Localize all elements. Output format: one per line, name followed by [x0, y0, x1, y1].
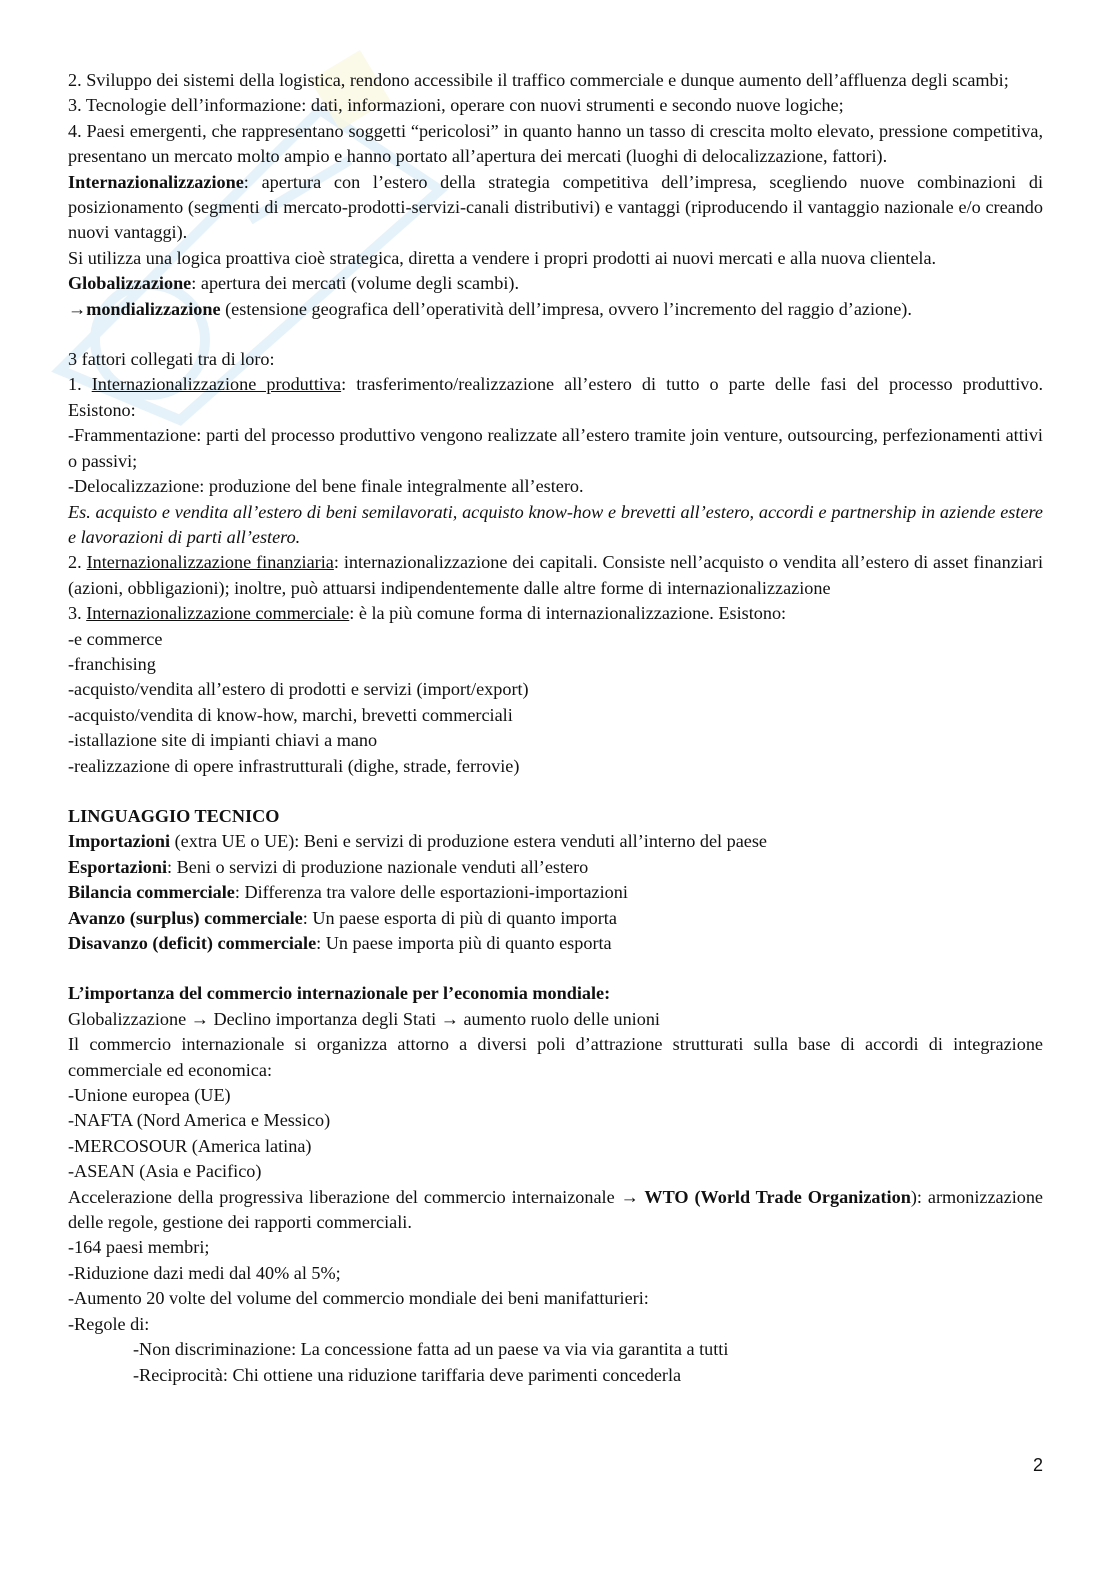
- definition-bilancia: [68, 880, 1043, 905]
- factor-1-number: 1.: [68, 374, 92, 395]
- term-globalizzazione: Globalizzazione: [68, 273, 192, 294]
- text-disavanzo: : Un paese importa più di quanto esporta: [316, 933, 612, 953]
- term-intern-finanziaria: Internazionalizzazione finanziaria: [86, 552, 334, 573]
- definition-intern-produttiva: : trasferimento/realizzazione all’estero di tutto o parte delle fasi del processo produttivo. Esistono:: [68, 374, 1043, 420]
- page-number: 2: [1032, 1455, 1043, 1475]
- text-esportazioni: : Beni o servizi di produzione nazionale venduti all’estero: [167, 856, 589, 877]
- commercio-heading-text: L’importanza del commercio internazionale per l’economia mondiale:: [68, 983, 611, 1004]
- paragraph-logistica: 2. Sviluppo dei sistemi della logistica, rendono accessibile il traffico commerciale e dunque aumento dell’affluenza degli scambi;: [68, 70, 1009, 90]
- term-mondializzazione: mondializzazione: [86, 298, 221, 319]
- arrow-right-icon: →: [190, 1008, 209, 1029]
- arrow-right-icon: →: [68, 298, 87, 319]
- definition-globalizzazione: : apertura dei mercati (volume degli scambi).: [191, 273, 520, 294]
- definition-internazionalizzazione: : apertura con l’estero della strategia competitiva dell’impresa, scegliendo nuove combinazioni di posizionamento (segmenti di mercato-prodotti-servizi-canali distributivi) e vantaggi (riproducendo il vantaggio nazionale e/o creando nuovi vantaggi).: [68, 171, 1043, 243]
- arrow-right-icon: →: [440, 1008, 459, 1029]
- factors-heading: 3 fattori collegati tra di loro:: [68, 349, 275, 370]
- factor-3-number: 3.: [68, 603, 87, 624]
- definition-intern-finanziaria: : internazionalizzazione dei capitali. Consiste nell’acquisto o vendita all’estero di asset finanziari (azioni, obbligazioni); inoltre, può attuarsi indipendentemente dalle altre forme di internazionalizzazione: [68, 552, 1044, 598]
- list-item: -MERCOSOUR (America latina): [68, 1135, 312, 1156]
- term-esportazioni: Esportazioni: [68, 856, 168, 877]
- rule-item: -Reciprocità: Chi ottiene una riduzione tariffaria deve parimenti concederla: [133, 1364, 682, 1385]
- term-bilancia: Bilancia commerciale: [68, 882, 235, 903]
- term-intern-commerciale: Internazionalizzazione commerciale: [86, 603, 350, 624]
- paragraph-poli: Il commercio internazionale si organizza attorno a diversi poli d’attrazione strutturati sulla base di accordi di integrazione commerciale ed economica:: [68, 1034, 1043, 1080]
- term-importazioni: Importazioni: [68, 831, 171, 852]
- term-avanzo: Avanzo (surplus) commerciale: [68, 907, 303, 928]
- paragraph-logica-proattiva: Si utilizza una logica proattiva cioè strategica, diretta a vendere i propri prodotti ai nuovi mercati e alla nuova clientela.: [68, 247, 937, 268]
- glob-text-a: Globalizzazione: [68, 1008, 191, 1029]
- list-item: -Unione europea (UE): [68, 1085, 231, 1106]
- paragraph-frammentazione: -Frammentazione: parti del processo produttivo vengono realizzate all’estero tramite join venture, outsourcing, perfezionamenti attivi o passivi;: [68, 425, 1043, 471]
- list-item: -acquisto/vendita all’estero di prodotti e servizi (import/export): [68, 679, 529, 700]
- list-item: -acquisto/vendita di know-how, marchi, brevetti commerciali: [68, 704, 513, 725]
- text-avanzo: : Un paese esporta di più di quanto importa: [302, 907, 617, 928]
- arrow-right-icon: →: [620, 1186, 639, 1207]
- rule-item: -Non discriminazione: La concessione fatta ad un paese va via via garantita a tutti: [133, 1339, 729, 1360]
- list-item: -Aumento 20 volte del volume del commercio mondiale dei beni manifatturieri:: [68, 1288, 649, 1309]
- linguaggio-heading-text: LINGUAGGIO TECNICO: [68, 805, 280, 826]
- text-importazioni: (extra UE o UE): Beni e servizi di produzione estera venduti all’interno del paese: [170, 831, 767, 852]
- list-item: -realizzazione di opere infrastrutturali (dighe, strade, ferrovie): [68, 755, 520, 776]
- paragraph-paesi-emergenti: 4. Paesi emergenti, che rappresentano soggetti “pericolosi” in quanto hanno un tasso di crescita molto elevato, pressione competitiva, presentano un mercato molto ampio e hanno portato all’apertura dei mercati (luoghi di delocalizzazione, fattori).: [68, 120, 1043, 167]
- paragraph-wto: [68, 1185, 1043, 1236]
- list-item: -ASEAN (Asia e Pacifico): [68, 1161, 262, 1182]
- paragraph-intern-finanziaria: [68, 550, 1043, 601]
- paragraph-intern-produttiva: [68, 372, 1043, 423]
- factor-2-number: 2.: [68, 552, 87, 573]
- definition-disavanzo: [68, 931, 1043, 956]
- paragraph-globalizzazione-declino: [68, 1007, 1043, 1032]
- document-body: [68, 68, 1043, 1388]
- paragraph-example: Es. acquisto e vendita all’estero di beni semilavorati, acquisto know-how e brevetti all’estero, accordi e partnership in aziende estere e lavorazioni di parti all’estero.: [68, 501, 1043, 547]
- list-item: -e commerce: [68, 628, 163, 649]
- paragraph-tecnologie: 3. Tecnologie dell’informazione: dati, informazioni, operare con nuovi strumenti e secondo nuove logiche;: [68, 95, 844, 116]
- paragraph-delocalizzazione: -Delocalizzazione: produzione del bene finale integralmente all’estero.: [68, 476, 584, 497]
- list-item: -Riduzione dazi medi dal 40% al 5%;: [68, 1262, 341, 1283]
- linguaggio-heading: [68, 804, 1043, 829]
- list-item: -franchising: [68, 653, 156, 674]
- term-intern-produttiva: Internazionalizzazione produttiva: [91, 374, 342, 395]
- definition-esportazioni: [68, 855, 1043, 880]
- accel-text-a: Accelerazione della progressiva liberazione del commercio internaizonale: [68, 1186, 621, 1207]
- definition-intern-commerciale: : è la più comune forma di internazionalizzazione. Esistono:: [349, 603, 787, 624]
- definition-mondializzazione: (estensione geografica dell’operatività dell’impresa, ovvero l’incremento del raggio d’azione).: [220, 298, 912, 319]
- text-bilancia: : Differenza tra valore delle esportazioni-importazioni: [234, 882, 628, 903]
- list-item: -NAFTA (Nord America e Messico): [68, 1110, 331, 1131]
- wto-term: WTO (World Trade Organization: [638, 1186, 911, 1207]
- glob-text-c: aumento ruolo delle unioni: [458, 1008, 660, 1029]
- definition-avanzo: [68, 906, 1043, 931]
- list-item: -Regole di:: [68, 1313, 150, 1334]
- accel-text-b: ): armonizzazione delle regole, gestione dei rapporti commerciali.: [68, 1186, 1044, 1233]
- definition-importazioni: [68, 829, 1043, 854]
- paragraph-internazionalizzazione: [68, 170, 1043, 246]
- commercio-heading: [68, 981, 1043, 1006]
- term-disavanzo: Disavanzo (deficit) commerciale: [68, 933, 317, 953]
- paragraph-intern-commerciale: [68, 601, 1043, 626]
- list-item: -164 paesi membri;: [68, 1237, 210, 1258]
- paragraph-mondializzazione: [68, 297, 1043, 322]
- list-item: -istallazione site di impianti chiavi a mano: [68, 730, 378, 751]
- term-internazionalizzazione: Internazionalizzazione: [68, 171, 244, 192]
- paragraph-globalizzazione: [68, 271, 1043, 296]
- glob-text-b: Declino importanza degli Stati: [208, 1008, 441, 1029]
